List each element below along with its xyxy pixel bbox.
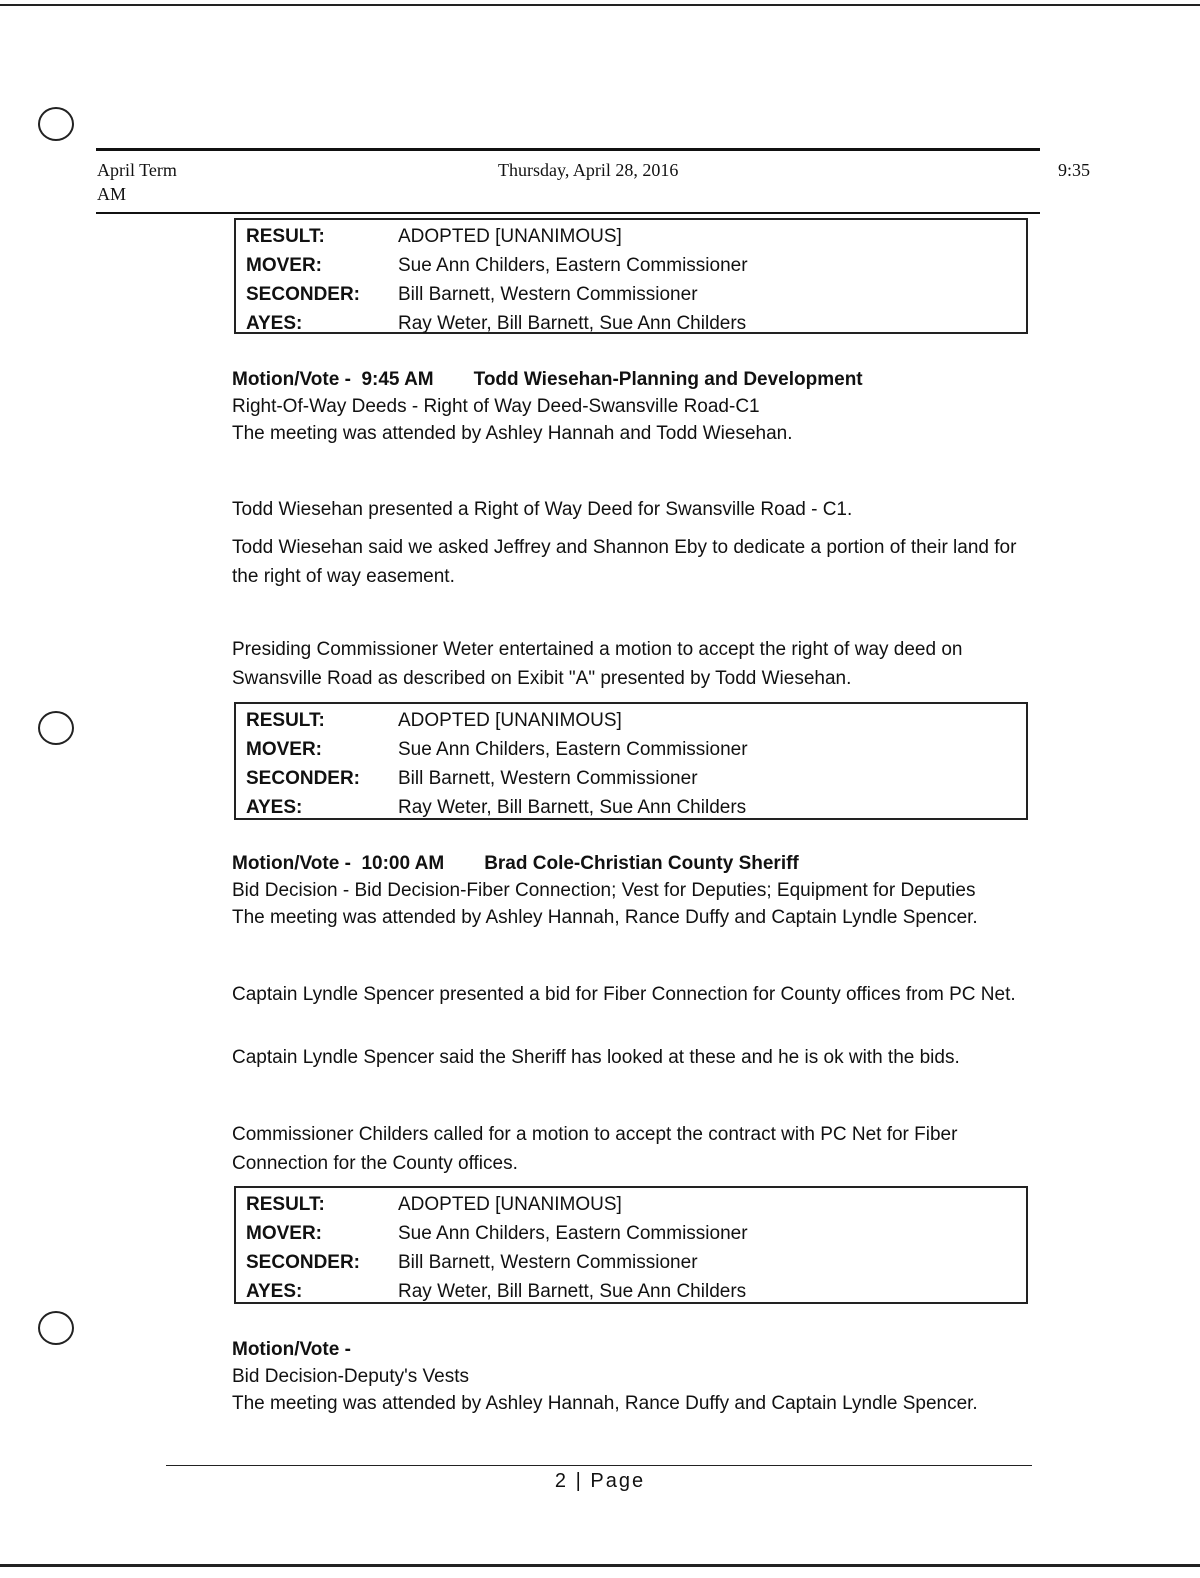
punch-hole-icon: [38, 711, 74, 745]
vote-result: ADOPTED [UNANIMOUS]: [398, 1193, 622, 1215]
vote-ayes: Ray Weter, Bill Barnett, Sue Ann Childers: [398, 312, 747, 334]
motion-item: Right-Of-Way Deeds - Right of Way Deed-Swansville Road-C1: [232, 396, 760, 417]
header-bottom-rule: [96, 212, 1040, 214]
vote-row-ayes: [246, 1277, 1026, 1306]
vote-key: AYES:: [246, 312, 303, 334]
minutes-paragraph: Captain Lyndle Spencer said the Sheriff has looked at these and he is ok with the bids.: [232, 1047, 960, 1068]
page-footer: [0, 1470, 1200, 1493]
vote-key: SECONDER:: [246, 767, 361, 789]
vote-mover: Sue Ann Childers, Eastern Commissioner: [398, 1222, 748, 1244]
minutes-paragraph: Todd Wiesehan said we asked Jeffrey and Shannon Eby to dedicate a portion of their land for the right of way easement.: [232, 537, 1017, 587]
page-number: 2: [554, 1470, 569, 1492]
vote-mover: Sue Ann Childers, Eastern Commissioner: [398, 254, 748, 276]
vote-row-seconder: [246, 280, 1026, 309]
vote-key: AYES:: [246, 796, 303, 818]
minutes-paragraph: Captain Lyndle Spencer presented a bid for Fiber Connection for County offices from PC Net.: [232, 984, 1016, 1005]
motion-label: Motion/Vote -: [232, 369, 351, 390]
vote-row-seconder: [246, 764, 1026, 793]
vote-row-mover: [246, 735, 1026, 764]
vote-result-box: [234, 218, 1028, 334]
vote-ayes: Ray Weter, Bill Barnett, Sue Ann Childers: [398, 1280, 747, 1302]
motion-section: [232, 1336, 1032, 1417]
motion-label: Motion/Vote -: [232, 853, 351, 874]
vote-key: RESULT:: [246, 225, 325, 247]
vote-ayes: Ray Weter, Bill Barnett, Sue Ann Childers: [398, 796, 747, 818]
motion-section: [232, 850, 1032, 931]
vote-row-result: [246, 1190, 1026, 1219]
motion-attendance: The meeting was attended by Ashley Hannah, Rance Duffy and Captain Lyndle Spencer.: [232, 907, 978, 928]
vote-key: MOVER:: [246, 738, 322, 760]
minutes-paragraph: Commissioner Childers called for a motion to accept the contract with PC Net for Fiber Connection for the County offices.: [232, 1124, 958, 1174]
vote-row-ayes: [246, 793, 1026, 822]
header-time: 9:35: [1058, 160, 1091, 180]
vote-result-box: [234, 702, 1028, 820]
vote-row-result: [246, 706, 1026, 735]
header-date: Thursday, April 28, 2016: [498, 160, 679, 180]
vote-key: MOVER:: [246, 1222, 322, 1244]
header-term-cont: AM: [97, 184, 127, 204]
vote-row-mover: [246, 1219, 1026, 1248]
motion-heading: [232, 366, 1032, 393]
header-term: April Term: [97, 160, 177, 180]
vote-row-mover: [246, 251, 1026, 280]
motion-attendance: The meeting was attended by Ashley Hannah and Todd Wiesehan.: [232, 423, 793, 444]
vote-row-result: [246, 222, 1026, 251]
motion-time: 10:00 AM: [361, 853, 445, 874]
vote-seconder: Bill Barnett, Western Commissioner: [398, 283, 698, 305]
vote-key: SECONDER:: [246, 1251, 361, 1273]
vote-key: RESULT:: [246, 709, 325, 731]
punch-hole-icon: [38, 1311, 74, 1345]
motion-heading: [232, 1336, 1032, 1363]
vote-key: SECONDER:: [246, 283, 361, 305]
page-label: | Page: [575, 1470, 646, 1492]
motion-item: Bid Decision - Bid Decision-Fiber Connection; Vest for Deputies; Equipment for Deputies: [232, 880, 976, 901]
minutes-paragraph: Presiding Commissioner Weter entertained a motion to accept the right of way deed on Swansville Road as described on Exibit "A" presented by Todd Wiesehan.: [232, 639, 963, 689]
vote-key: RESULT:: [246, 1193, 325, 1215]
scan-top-edge: [0, 4, 1200, 6]
vote-seconder: Bill Barnett, Western Commissioner: [398, 767, 698, 789]
vote-result-box: [234, 1186, 1028, 1304]
motion-attendance: The meeting was attended by Ashley Hannah, Rance Duffy and Captain Lyndle Spencer.: [232, 1393, 978, 1414]
footer-rule: [166, 1465, 1032, 1466]
motion-section: [232, 366, 1032, 447]
vote-row-ayes: [246, 309, 1026, 338]
header-top-rule: [96, 148, 1040, 151]
vote-result: ADOPTED [UNANIMOUS]: [398, 225, 622, 247]
vote-key: MOVER:: [246, 254, 322, 276]
minutes-paragraph: Todd Wiesehan presented a Right of Way Deed for Swansville Road - C1.: [232, 499, 853, 520]
motion-heading: [232, 850, 1032, 877]
motion-presenter: Brad Cole-Christian County Sheriff: [484, 853, 799, 874]
vote-key: AYES:: [246, 1280, 303, 1302]
motion-item: Bid Decision-Deputy's Vests: [232, 1366, 470, 1387]
scan-bottom-edge: [0, 1564, 1200, 1567]
vote-mover: Sue Ann Childers, Eastern Commissioner: [398, 738, 748, 760]
punch-hole-icon: [38, 107, 74, 141]
motion-label: Motion/Vote -: [232, 1339, 351, 1360]
motion-presenter: Todd Wiesehan-Planning and Development: [473, 369, 863, 390]
motion-time: 9:45 AM: [361, 369, 434, 390]
vote-seconder: Bill Barnett, Western Commissioner: [398, 1251, 698, 1273]
vote-result: ADOPTED [UNANIMOUS]: [398, 709, 622, 731]
vote-row-seconder: [246, 1248, 1026, 1277]
